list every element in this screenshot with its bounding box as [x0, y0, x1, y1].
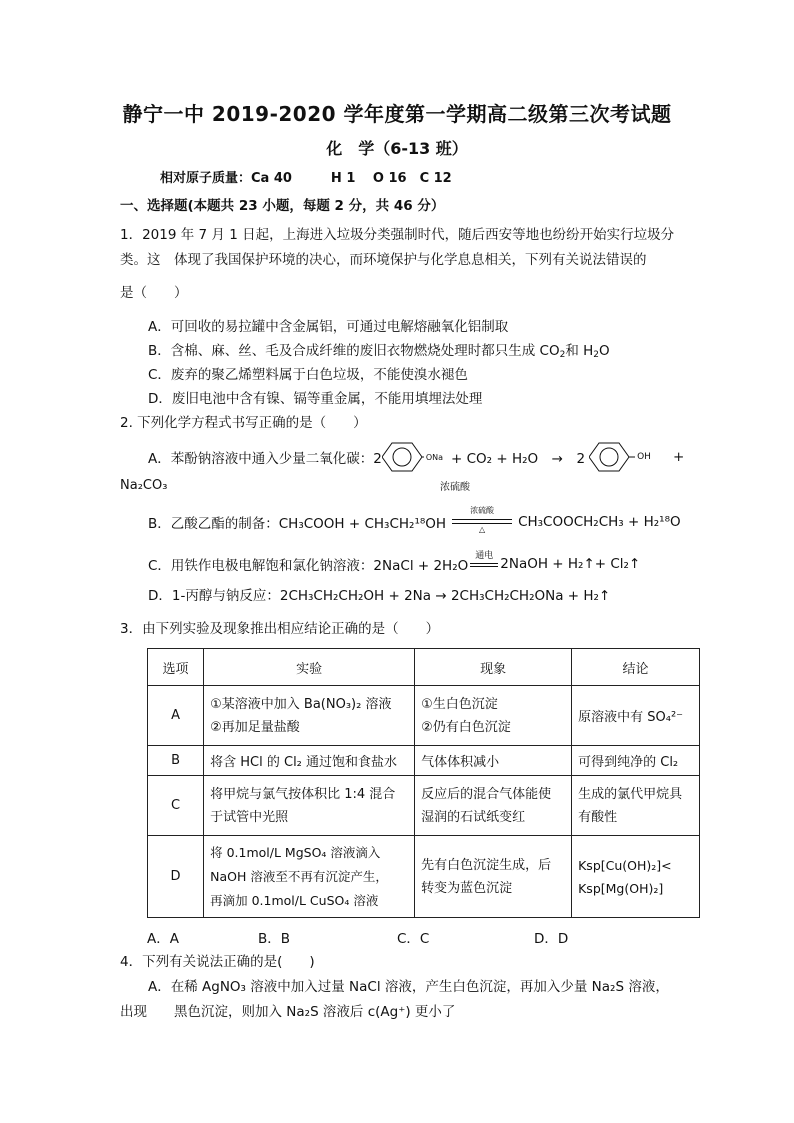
q2-option-a-cont: Na₂CO₃ [120, 478, 168, 493]
q2-option-c-post: 2NaOH + H₂↑+ Cl₂↑ [500, 556, 641, 572]
q4-option-a-line1: A．在稀 AgNO₃ 溶液中加入过量 NaCl 溶液，产生白色沉淀，再加入少量 Na₂S 溶液， [148, 979, 669, 995]
row-a-phenomenon: ①生白色沉淀 ②仍有白色沉淀 [415, 686, 572, 746]
q1-stem-line3: 是（ ） [120, 285, 188, 301]
q3-answer-c: C．C [397, 931, 430, 947]
q2-option-a-oh: OH [637, 452, 651, 462]
header-phenomenon: 现象 [415, 649, 572, 686]
q2-option-b-pre: B．乙酸乙酯的制备：CH₃COOH + CH₃CH₂¹⁸OH [148, 516, 447, 532]
q3-answer-a: A．A [147, 931, 179, 947]
row-a-option: A [148, 686, 204, 746]
q2-option-b-post: CH₃COOCH₂CH₃ + H₂¹⁸O [518, 514, 681, 530]
row-c-experiment: 将甲烷与氯气按体积比 1:4 混合 于试管中光照 [204, 776, 415, 836]
q2-option-c-cond: 通电 [475, 551, 494, 561]
row-a-conclusion: 原溶液中有 SO₄²⁻ [572, 686, 700, 746]
q1-option-d: D．废旧电池中含有镍、镉等重金属，不能用填埋法处理 [148, 391, 483, 407]
q2-option-a-ona: ONa [425, 452, 444, 462]
header-option: 选项 [148, 649, 204, 686]
header-experiment: 实验 [204, 649, 415, 686]
section-heading: 一、选择题(本题共 23 小题，每题 2 分，共 46 分） [120, 198, 445, 214]
q2-option-d: D．1-丙醇与钠反应：2CH₃CH₂CH₂OH + 2Na → 2CH₃CH₂CH₂ONa + H₂↑ [148, 588, 611, 604]
q3-answer-d: D．D [534, 931, 569, 947]
table-row [148, 776, 700, 836]
q4-stem: 4．下列有关说法正确的是( ) [120, 954, 315, 970]
q2-option-a-mid: + CO₂ + H₂O → 2 [451, 451, 586, 467]
table-row [148, 836, 700, 918]
electrolysis-arrow-icon [470, 551, 498, 572]
q2-option-a-plus: + [672, 449, 685, 465]
q2-option-a-extra: 浓硫酸 [440, 482, 470, 493]
q1-stem-line2: 类。这 体现了我国保护环境的决心，而环境保护与化学息息相关，下列有关说法错误的 [120, 252, 647, 268]
q1-option-b-mid: 和 H [565, 343, 594, 359]
q3-stem: 3．由下列实验及现象推出相应结论正确的是（ ） [120, 621, 440, 637]
row-d-experiment: 将 0.1mol/L MgSO₄ 溶液滴入 NaOH 溶液至不再有沉淀产生， 再滴加 0.1mol/L CuSO₄ 溶液 [204, 836, 415, 918]
exam-title: 静宁一中 2019-2020 学年度第一学期高二级第三次考试题 [122, 102, 672, 126]
row-b-conclusion: 可得到纯净的 Cl₂ [572, 746, 700, 776]
q4-option-a-line2: 出现 黑色沉淀，则加入 Na₂S 溶液后 c(Ag⁺) 更小了 [120, 1004, 456, 1020]
q2-option-a [148, 440, 684, 474]
q1-option-a: A．可回收的易拉罐中含金属铝，可通过电解熔融氧化铝制取 [148, 319, 509, 335]
q2-option-b [148, 506, 681, 534]
q1-option-b: B．含棉、麻、丝、毛及合成纤维的废旧衣物燃烧处理时都只生成 $CO_2$和 $H_2O$ [148, 343, 610, 360]
header-conclusion: 结论 [572, 649, 700, 686]
row-d-conclusion: Ksp[Cu(OH)₂]< Ksp[Mg(OH)₂] [572, 836, 700, 918]
row-d-phenomenon: 先有白色沉淀生成，后 转变为蓝色沉淀 [415, 836, 572, 918]
q1-option-b-post: O [599, 343, 610, 359]
q2-stem: 2. 下列化学方程式书写正确的是（ ） [120, 415, 367, 431]
row-c-phenomenon: 反应后的混合气体能使 湿润的石试纸变红 [415, 776, 572, 836]
q2-option-c-pre: C．用铁作电极电解饱和氯化钠溶液：2NaCl + 2H₂O [148, 558, 469, 574]
row-b-option: B [148, 746, 204, 776]
phenoxide-ring-icon [382, 440, 424, 474]
reversible-arrow-icon [450, 506, 514, 534]
row-b-experiment: 将含 HCl 的 Cl₂ 通过饱和食盐水 [204, 746, 415, 776]
atomic-mass-line: 相对原子质量：Ca 40 H 1 O 16 C 12 [160, 171, 452, 186]
row-d-option: D [148, 836, 204, 918]
row-a-experiment: ①某溶液中加入 Ba(NO₃)₂ 溶液 ②再加足量盐酸 [204, 686, 415, 746]
table-row [148, 686, 700, 746]
exam-subtitle: 化 学（6-13 班） [326, 139, 468, 158]
q1-option-b-pre: B．含棉、麻、丝、毛及合成纤维的废旧衣物燃烧处理时都只生成 CO [148, 343, 560, 359]
table-row [148, 746, 700, 776]
q2-option-b-cond-bot: △ [478, 525, 486, 534]
row-c-conclusion: 生成的氯代甲烷具 有酸性 [572, 776, 700, 836]
q1-option-c: C．废弃的聚乙烯塑料属于白色垃圾，不能使溴水褪色 [148, 367, 468, 383]
q3-table [147, 648, 700, 918]
q2-option-a-pre: A．苯酚钠溶液中通入少量二氧化碳：2 [148, 451, 382, 467]
table-header-row [148, 649, 700, 686]
row-b-phenomenon: 气体体积减小 [415, 746, 572, 776]
q1-stem-line1: 1．2019 年 7 月 1 日起，上海进入垃圾分类强制时代，随后西安等地也纷纷开始实行垃圾分 [120, 227, 675, 243]
q2-option-b-cond-top: 浓硫酸 [470, 506, 495, 515]
row-c-option: C [148, 776, 204, 836]
q2-option-c [148, 551, 641, 574]
phenol-ring-icon [589, 440, 635, 474]
q3-answer-b: B．B [258, 931, 291, 947]
